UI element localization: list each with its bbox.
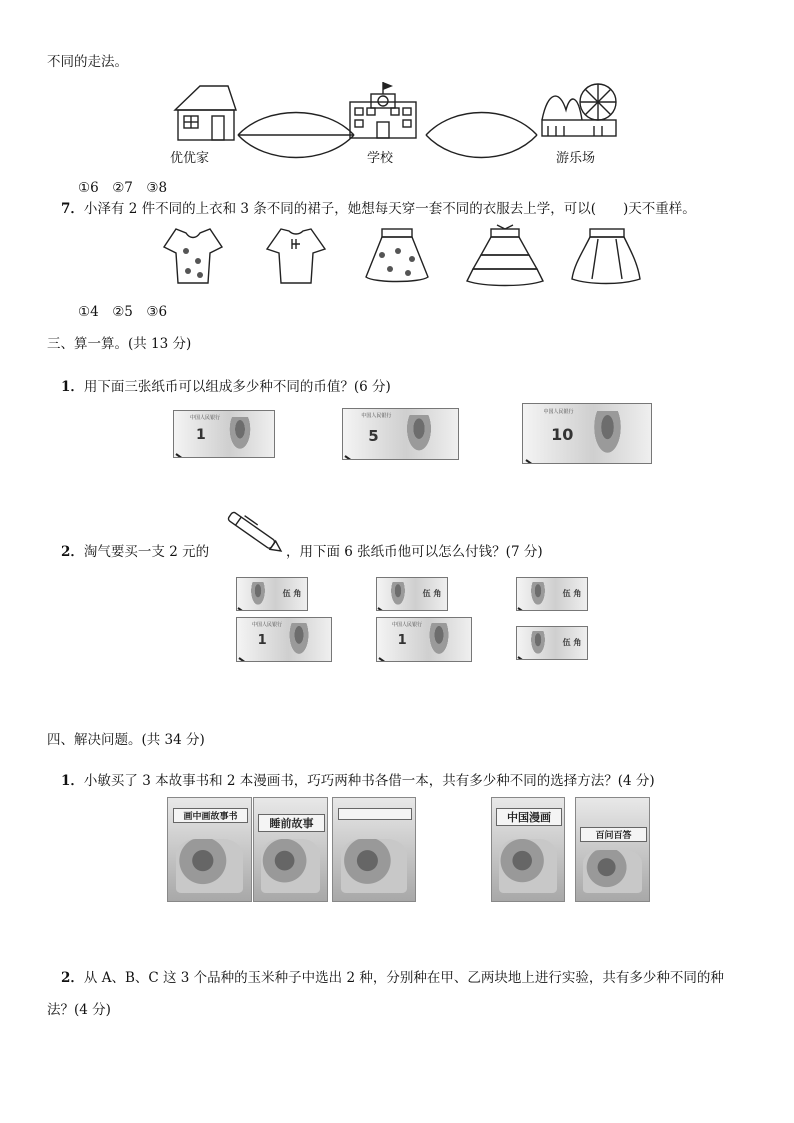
section4-title: 四、解决问题。(共 34 分) [47, 732, 205, 748]
place-school: 学校 [367, 151, 394, 166]
s4q1-line [61, 769, 655, 789]
s3q1-line [61, 375, 391, 395]
banknote-5-yuan [342, 408, 459, 460]
shirt-ruffle-icon [162, 225, 224, 287]
bank-name: 中国人民银行 [252, 621, 283, 628]
banknote-5-jiao [236, 577, 308, 611]
skirt-flower-icon [362, 225, 432, 287]
q7-text: 小泽有 2 件不同的上衣和 3 条不同的裙子，她想每天穿一套不同的衣服去上学，可以( )天不重样。 [83, 201, 696, 217]
bill-value: 伍 角 [282, 589, 302, 599]
q7-line [61, 197, 696, 217]
path-right [424, 105, 539, 165]
s3q1-text: 用下面三张纸币可以组成多少种不同的币值？(6 分) [83, 379, 391, 395]
s4q1-text: 小敏买了 3 本故事书和 2 本漫画书，巧巧两种书各借一本，共有多少种不同的选择方法？(4 分) [83, 773, 655, 789]
bank-name: 中国人民银行 [361, 413, 392, 419]
school-icon [347, 80, 419, 142]
book-cover-story-2 [253, 797, 328, 902]
pen-icon [222, 510, 288, 558]
house-icon [170, 82, 240, 144]
q7-options: ①4 ②5 ③6 [78, 304, 168, 320]
s3q2-text-a: 淘气要买一支 2 元的 [83, 544, 210, 560]
book-title: 中国漫画 [496, 808, 561, 826]
bank-name: 中国人民银行 [392, 621, 423, 628]
book-title: 画中画故事书 [173, 808, 248, 823]
s3q2-line [61, 540, 209, 560]
place-home: 优优家 [170, 151, 210, 166]
book-cover-story-1 [167, 797, 252, 902]
book-cover-comic-1 [491, 797, 565, 902]
amusement-park-icon [540, 80, 618, 142]
banknote-5-jiao [516, 626, 588, 660]
s4q2-text-1: 从 A、B、C 这 3 个品种的玉米种子中选出 2 种，分别种在甲、乙两块地上进行实验，共有多少种不同的种 [83, 970, 724, 986]
bank-name: 中国人民银行 [190, 414, 221, 421]
banknote-10-yuan [522, 403, 652, 464]
bill-value: 伍 角 [562, 589, 582, 599]
bill-value: 1 [257, 633, 267, 649]
s3q1-number: 1． [61, 379, 84, 395]
banknote-5-jiao [516, 577, 588, 611]
q7-number: 7． [61, 201, 84, 217]
book-title: 百问百答 [580, 827, 646, 842]
q6-options: ①6 ②7 ③8 [78, 180, 168, 196]
bill-value: 1 [397, 633, 407, 649]
skirt-plain-icon [570, 225, 642, 287]
banknote-1-yuan [376, 617, 472, 662]
banknote-5-jiao [376, 577, 448, 611]
section3-title: 三、算一算。(共 13 分) [47, 336, 192, 352]
bill-value: 1 [196, 427, 206, 444]
skirt-layered-icon [465, 225, 545, 287]
book-title: 睡前故事 [258, 814, 324, 832]
s3q2-text-b: ，用下面 6 张纸币他可以怎么付钱？(7 分) [286, 544, 543, 560]
tshirt-icon [265, 225, 327, 287]
bill-value: 伍 角 [422, 589, 442, 599]
bill-value: 10 [551, 424, 574, 444]
s4q2-text-2: 法？(4 分) [47, 1002, 111, 1018]
bank-name: 中国人民银行 [543, 408, 574, 415]
book-cover-story-3 [332, 797, 416, 902]
bill-value: 伍 角 [562, 638, 582, 648]
q6-text: 不同的走法。 [47, 54, 128, 70]
s4q1-number: 1． [61, 773, 84, 789]
s4q2-number: 2． [61, 970, 84, 986]
book-cover-comic-2 [575, 797, 650, 902]
book-title [338, 808, 412, 820]
banknote-1-yuan [173, 410, 275, 458]
bill-value: 5 [368, 426, 379, 445]
banknote-1-yuan [236, 617, 332, 662]
path-left [236, 105, 356, 165]
place-park: 游乐场 [556, 151, 596, 166]
s3q2-number: 2． [61, 544, 84, 560]
s4q2-line1 [61, 966, 724, 986]
